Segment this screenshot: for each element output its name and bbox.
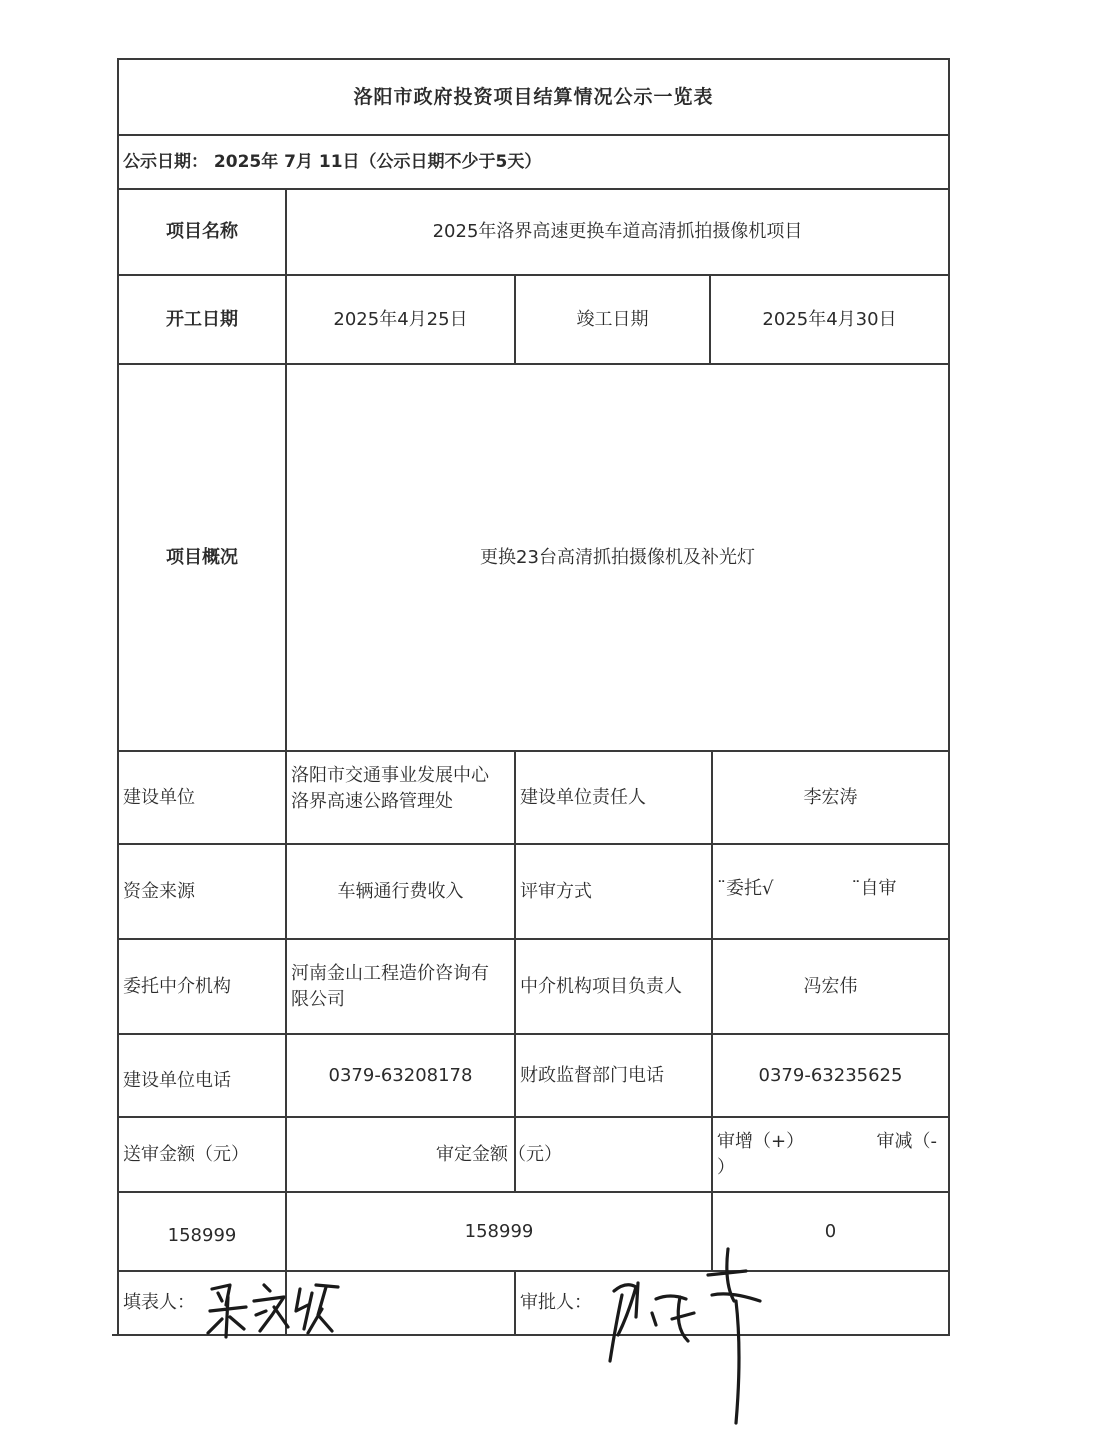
completion-date-label: 竣工日期 [576,308,649,330]
finance-phone-value: 0379-63235625 [758,1064,903,1086]
settlement-table [117,58,950,1338]
approved-amount-label-text: 审定金额（元） [436,1143,562,1165]
start-date-label: 开工日期 [166,308,238,330]
builder-value-line1: 洛阳市交通事业发展中心 [291,764,489,786]
filler-signature [200,1275,345,1343]
review-method-label: 评审方式 [520,880,592,902]
agency-value [287,940,514,1033]
approved-amount-label [287,1118,711,1191]
filler-label: 填表人： [123,1292,195,1313]
fund-source-label: 资金来源 [123,880,195,902]
decrease-label-close: ） [717,1156,735,1178]
table-border-right [948,58,950,1336]
fund-source-value: 车辆通行费收入 [337,880,464,902]
start-date-value: 2025年4月25日 [333,308,468,330]
builder-value-line2: 洛界高速公路管理处 [291,790,453,812]
review-option-entrust: ¨委托√ [717,877,774,899]
approver-signature [596,1243,771,1433]
approved-amount-value: 158999 [464,1220,534,1242]
agency-value-line2: 限公司 [291,988,345,1010]
agency-lead-label: 中介机构项目负责人 [520,975,682,997]
agency-label: 委托中介机构 [123,975,231,997]
overview-label: 项目概况 [166,546,238,568]
builder-phone-label: 建设单位电话 [123,1069,231,1091]
finance-phone-label: 财政监督部门电话 [520,1064,664,1086]
project-name-value: 2025年洛界高速更换车道高清抓拍摄像机项目 [432,221,803,242]
approver-label: 审批人： [520,1292,592,1313]
builder-responsible-value: 李宏涛 [803,786,858,808]
decrease-label: 审减（- [876,1130,937,1152]
builder-value [287,752,514,843]
builder-phone-value: 0379-63208178 [328,1064,473,1086]
submitted-amount-label: 送审金额（元） [123,1143,249,1165]
adjustment-label-line1 [717,1129,937,1155]
agency-lead-value: 冯宏伟 [803,975,858,997]
submitted-amount-value: 158999 [167,1224,237,1246]
adjustment-amount-value: 0 [824,1220,837,1242]
builder-label: 建设单位 [123,786,195,808]
document-title: 洛阳市政府投资项目结算情况公示一览表 [353,86,714,108]
increase-label: 审增（+） [717,1130,805,1152]
overview-value: 更换23台高清抓拍摄像机及补光灯 [480,546,755,568]
completion-date-value: 2025年4月30日 [762,308,897,330]
notice-date: 公示日期： 2025年 7月 11日（公示日期不少于5天） [123,152,542,172]
builder-responsible-label: 建设单位责任人 [520,786,646,808]
review-option-self: ¨自审 [851,877,897,899]
adjustment-label [713,1118,948,1191]
agency-value-line1: 河南金山工程造价咨询有 [291,962,489,984]
review-method-options [713,845,948,938]
project-name-label: 项目名称 [166,221,238,242]
